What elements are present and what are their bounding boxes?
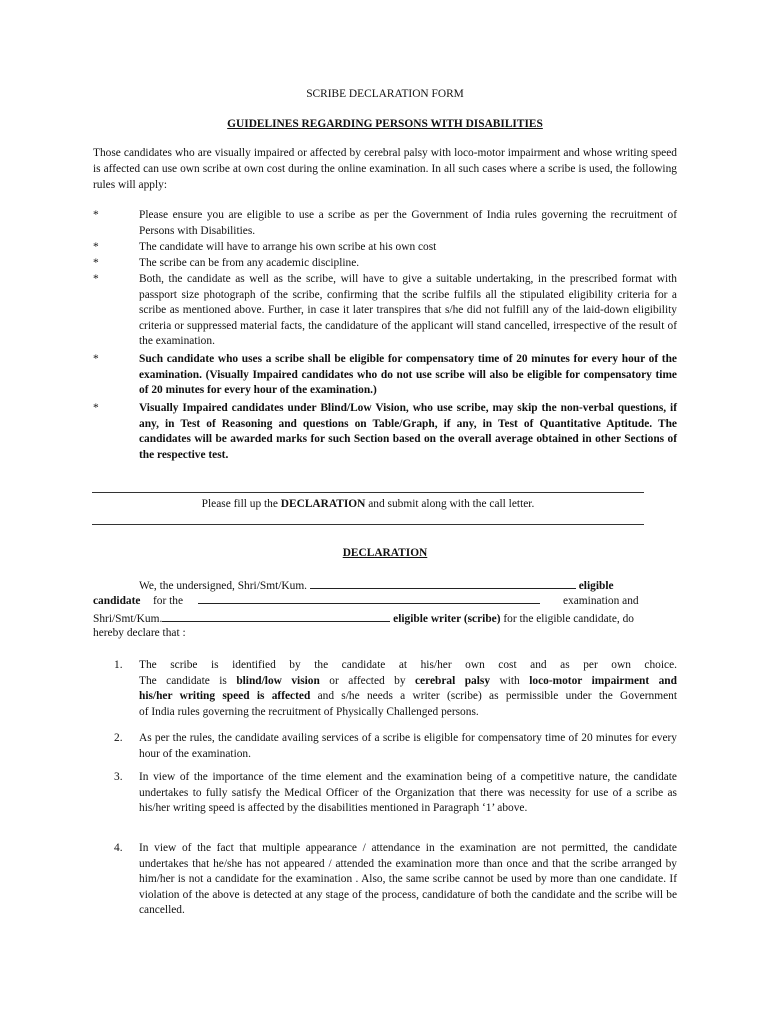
separator-line: [92, 492, 644, 493]
form-title: SCRIBE DECLARATION FORM: [306, 88, 464, 100]
item-1-bold: loco-motor impairment and: [529, 674, 677, 687]
bullet-marker: *: [93, 241, 99, 253]
item-number: 3.: [114, 771, 123, 783]
examination-name-field[interactable]: [198, 592, 540, 610]
declaration-eligible: eligible: [578, 580, 614, 592]
item-1-line-4: of India rules governing the recruitment of Physically Challenged persons.: [139, 705, 479, 718]
declaration-for-the: for the: [153, 595, 184, 607]
bullet-marker: *: [93, 209, 99, 221]
rule-1: Please ensure you are eligible to use a scribe as per the Government of India rules governing the recruitment of Persons with Disabilities.: [139, 209, 677, 237]
candidate-name-field[interactable]: [310, 577, 576, 589]
declaration-shri: Shri/Smt/Kum.: [93, 613, 163, 625]
item-1: [139, 658, 677, 720]
intro-paragraph: Those candidates who are visually impaired or affected by cerebral palsy with loco-motor impairment and whose writing speed is affected can use own scribe at own cost during the online examination. In all such cases where a scribe is used, the following rules will apply:: [93, 147, 677, 192]
item-1-line-1: The scribe is identified by the candidate at his/her own cost and as per own choice.: [139, 659, 677, 671]
item-4: In view of the fact that multiple appearance / attendance in the examination are not permitted, the candidate undertakes that he/she has not appeared / attended the examination more than once and that the scribe arranged by him/her is not a candidate for the examination . Also, the same scribe cannot be used by more than one candidate. If violation of the above is detected at any stage of the process, candidature of both the candidate and the scribe will be cancelled.: [139, 842, 677, 917]
fill-note-before: Please fill up the: [201, 498, 281, 510]
item-number: 2.: [114, 732, 123, 744]
rule-4: Both, the candidate as well as the scribe, will have to give a suitable undertaking, in the prescribed format with passport size photograph of the scribe, confirming that the scribe fulfils all the stipulated eligibility criteria for a scribe as mentioned above. Further, in case it later transpires that s/he did not fulfill any of the laid-down eligibility criteria or suppressed material facts, the candidature of the applicant will stand cancelled, irrespective of the result of the examination.: [139, 273, 677, 348]
item-3: In view of the importance of the time element and the examination being of a competitive nature, the candidate undertakes to fully satisfy the Medical Officer of the Organization that there was necessity for use of a scribe as his/her writing speed is affected by the disabilities mentioned in Paragraph ‘1’ above.: [139, 771, 677, 815]
bullet-marker: *: [93, 257, 99, 269]
item-1-line-3: [139, 689, 677, 705]
rule-2: The candidate will have to arrange his own scribe at his own cost: [139, 241, 437, 253]
fill-note: [92, 497, 644, 513]
declaration-examination-and: examination and: [563, 595, 639, 607]
guidelines-heading: GUIDELINES REGARDING PERSONS WITH DISABILITIES: [227, 118, 543, 130]
item-1-text: with: [490, 674, 530, 687]
item-1-line-2: [139, 674, 677, 690]
declaration-hereby: hereby declare that :: [93, 627, 186, 639]
fill-note-after: and submit along with the call letter.: [365, 498, 535, 510]
rule-3: The scribe can be from any academic discipline.: [139, 257, 360, 269]
fill-note-bold: DECLARATION: [280, 498, 366, 510]
declaration-writer: eligible writer (scribe): [393, 613, 501, 625]
declaration-heading: DECLARATION: [342, 547, 428, 559]
declaration-line-3: [93, 610, 634, 628]
rule-5: Such candidate who uses a scribe shall be eligible for compensatory time of 20 minutes for every hour of the examination. (Visually Impaired candidates who do not use scribe will also be eligible for compensatory time of 20 minutes for every hour of the examination.): [139, 353, 677, 397]
bullet-marker: *: [93, 353, 99, 365]
item-1-text: or affected by: [319, 674, 415, 687]
item-1-text: The candidate is: [139, 674, 237, 687]
item-1-text: and s/he needs a writer (scribe) as permissible under the Government: [310, 690, 677, 703]
bullet-marker: *: [93, 402, 99, 414]
item-2: As per the rules, the candidate availing services of a scribe is eligible for compensatory time of 20 minutes for every hour of the examination.: [139, 732, 677, 760]
item-number: 4.: [114, 842, 123, 854]
bullet-marker: *: [93, 273, 99, 285]
rule-6: Visually Impaired candidates under Blind/Low Vision, who use scribe, may skip the non-verbal questions, if any, in Test of Reasoning and questions on Table/Graph, if any, in Test of Quantitative Aptitude. The candidates will be awarded marks for such Section based on the overall average obtained in other Sections of the respective test.: [139, 402, 677, 461]
item-1-bold: his/her writing speed is affected: [139, 690, 311, 703]
declaration-we: We, the undersigned, Shri/Smt/Kum.: [139, 580, 308, 592]
separator-line: [92, 524, 644, 525]
declaration-for-candidate: for the eligible candidate, do: [500, 613, 634, 625]
item-number: 1.: [114, 659, 123, 671]
item-1-bold: blind/low vision: [236, 674, 320, 687]
scribe-name-field[interactable]: [162, 610, 390, 622]
item-1-bold: cerebral palsy: [415, 674, 491, 687]
declaration-candidate: candidate: [93, 595, 141, 607]
